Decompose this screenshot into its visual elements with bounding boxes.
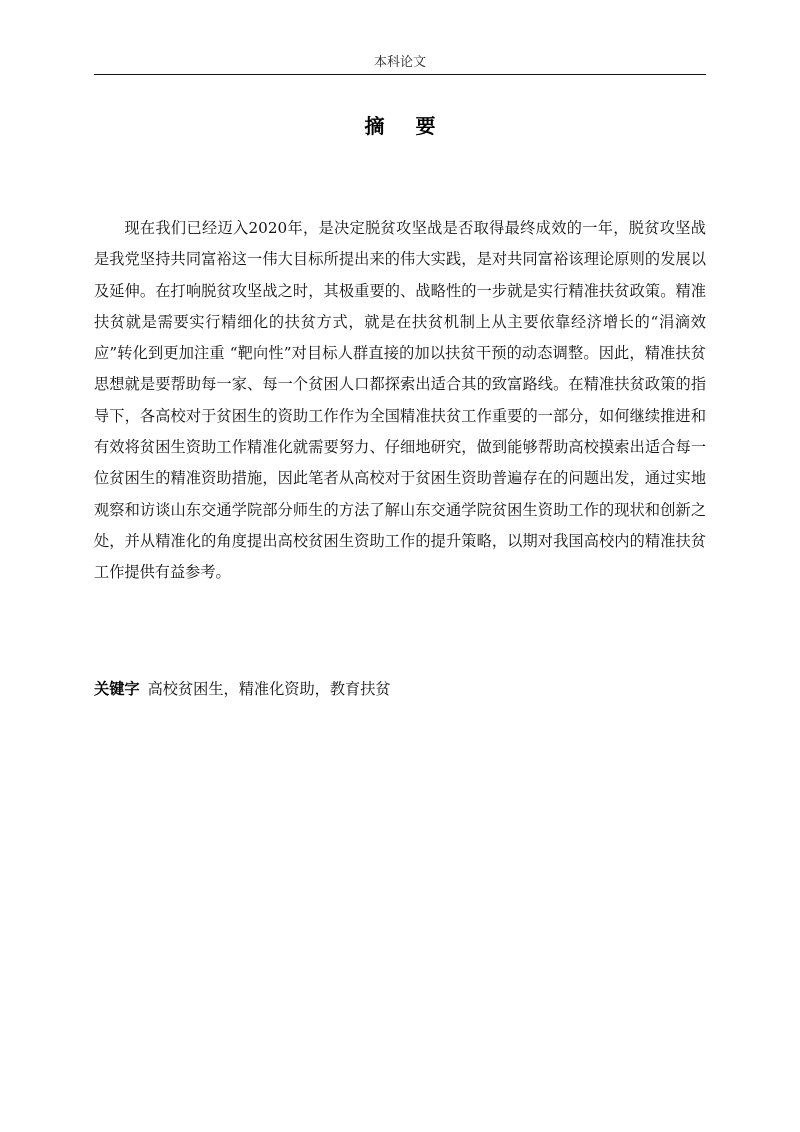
keywords-list: 高校贫困生，精准化资助，教育扶贫 bbox=[147, 680, 391, 698]
abstract-title: 摘 要 bbox=[364, 114, 448, 138]
abstract-paragraph: 现在我们已经迈入2020年，是决定脱贫攻坚战是否取得最终成效的一年，脱贫攻坚战是我党坚持共同富裕这一伟大目标所提出来的伟大实践，是对共同富裕该理论原则的发展以及延伸。在打响脱贫攻坚战之时，其极重要的、战略性的一步就是实行精准扶贫政策。精准扶贫就是需要实行精细化的扶贫方式，就是在扶贫机制上从主要依靠经济增长的“涓滴效应”转化到更加注重 “靶向性”对目标人群直接的加以扶贫干预的动态调整。因此，精准扶贫思想就是要帮助每一家、每一个贫困人口都探索出适合其的致富路线。在精准扶贫政策的指导下，各高校对于贫困生的资助工作作为全国精准扶贫工作重要的一部分，如何继续推进和有效将贫困生资助工作精准化就需要努力、仔细地研究，做到能够帮助高校摸索出适合每一位贫困生的精准资助措施，因此笔者从高校对于贫困生资助普遍存在的问题出发，通过实地观察和访谈山东交通学院部分师生的方法了解山东交通学院贫困生资助工作的现状和创新之处，并从精准化的角度提出高校贫困生资助工作的提升策略，以期对我国高校内的精准扶贫工作提供有益参考。 bbox=[94, 219, 706, 582]
running-header: 本科论文 bbox=[373, 55, 426, 70]
keywords-line bbox=[94, 677, 706, 701]
header-rule bbox=[94, 74, 706, 75]
keywords-label: 关键字 bbox=[94, 680, 140, 698]
